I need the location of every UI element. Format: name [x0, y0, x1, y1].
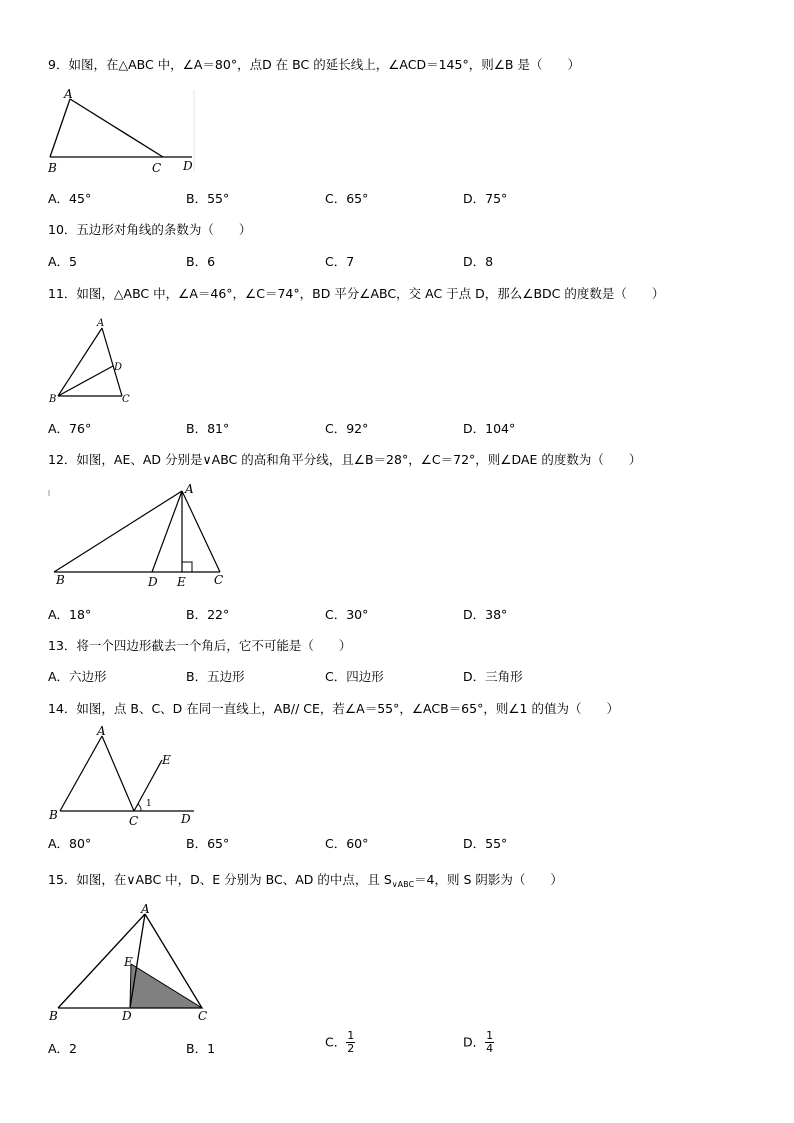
question-9: 9．如图，在△ABC 中，∠A＝80°，点D 在 BC 的延长线上，∠ACD＝145°，则∠B 是（ ） — [48, 57, 580, 72]
q11-option-d: D．104° — [463, 421, 516, 436]
q9-option-b: B．55° — [186, 191, 230, 206]
label-C: C — [129, 814, 139, 828]
label-D: D — [122, 1009, 132, 1023]
q11-option-a: A．76° — [48, 421, 92, 436]
figure-q15 — [44, 902, 224, 1024]
q10-option-a: A．5 — [48, 254, 78, 269]
q15-option-c-numerator: 1 — [347, 1029, 355, 1042]
q10-option-d: D．8 — [463, 254, 494, 269]
question-10: 10．五边形对角线的条数为（ ） — [48, 222, 252, 237]
label-C: C — [214, 573, 224, 587]
label-E: E — [177, 575, 186, 589]
question-11: 11．如图，△ABC 中，∠A＝46°，∠C＝74°，BD 平分∠ABC，交 AC 于点 D，那么∠BDC 的度数是（ ） — [48, 286, 665, 301]
q15-option-a: A．2 — [48, 1041, 78, 1056]
q13-option-a: A．六边形 — [48, 669, 107, 684]
q9-option-a: A．45° — [48, 191, 92, 206]
label-D: D — [183, 159, 193, 173]
label-D: D — [114, 362, 123, 373]
label-A: A — [185, 482, 194, 496]
label-B: B — [56, 573, 65, 587]
q11-option-c: C．92° — [325, 421, 369, 436]
q14-option-d: D．55° — [463, 836, 508, 851]
q13-option-b: B．五边形 — [186, 669, 245, 684]
label-A: A — [141, 902, 150, 916]
q15-option-c-label: C． — [325, 1034, 347, 1050]
q12-option-b: B．22° — [186, 607, 230, 622]
q10-option-b: B．6 — [186, 254, 216, 269]
q15-option-d-numerator: 1 — [486, 1029, 494, 1042]
q15-text-before: 15．如图，在∨ABC 中，D、E 分别为 BC、AD 的中点，且 S — [48, 872, 392, 887]
q11-option-b: B．81° — [186, 421, 230, 436]
figure-q9 — [44, 86, 204, 178]
figure-q14 — [44, 724, 204, 828]
q9-option-c: C．65° — [325, 191, 369, 206]
label-C: C — [152, 161, 162, 175]
q15-option-d-denominator: 4 — [486, 1042, 494, 1055]
label-1: 1 — [146, 799, 152, 809]
question-12: 12．如图，AE、AD 分别是∨ABC 的高和角平分线，且∠B＝28°，∠C＝72°，则∠DAE 的度数为（ ） — [48, 452, 642, 467]
label-A: A — [97, 724, 106, 738]
label-D: D — [181, 812, 191, 826]
q15-text-sub: ∨ABC — [391, 880, 415, 889]
label-B: B — [49, 1009, 58, 1023]
label-B: B — [49, 394, 57, 405]
q15-option-c — [325, 1030, 355, 1055]
label-C: C — [122, 394, 130, 405]
label-E: E — [162, 753, 171, 767]
figure-q12 — [44, 480, 244, 592]
label-E: E — [124, 955, 133, 969]
question-13: 13．将一个四边形截去一个角后，它不可能是（ ） — [48, 638, 352, 653]
q12-option-d: D．38° — [463, 607, 508, 622]
question-14: 14．如图，点 B、C、D 在同一直线上，AB// CE，若∠A＝55°，∠ACB＝65°，则∠1 的值为（ ） — [48, 701, 619, 716]
label-C: C — [198, 1009, 208, 1023]
label-B: B — [49, 808, 58, 822]
q12-option-c: C．30° — [325, 607, 369, 622]
q13-option-c: C．四边形 — [325, 669, 384, 684]
q15-option-d-fraction — [485, 1030, 494, 1055]
label-A: A — [97, 318, 105, 329]
figure-q11 — [44, 314, 144, 408]
q15-option-d-label: D． — [463, 1034, 486, 1050]
label-D: D — [148, 575, 158, 589]
question-15 — [48, 872, 563, 893]
q15-option-c-denominator: 2 — [347, 1042, 355, 1055]
label-B: B — [48, 161, 57, 175]
q14-option-c: C．60° — [325, 836, 369, 851]
q15-option-c-fraction — [346, 1030, 355, 1055]
q12-option-a: A．18° — [48, 607, 92, 622]
q14-option-a: A．80° — [48, 836, 92, 851]
q9-option-d: D．75° — [463, 191, 508, 206]
q15-text-after: ＝4，则 S 阴影为（ ） — [414, 872, 563, 887]
label-A: A — [64, 87, 73, 101]
q15-option-b: B．1 — [186, 1041, 216, 1056]
q13-option-d: D．三角形 — [463, 669, 523, 684]
q15-option-d — [463, 1030, 494, 1055]
q14-option-b: B．65° — [186, 836, 230, 851]
q10-option-c: C．7 — [325, 254, 355, 269]
